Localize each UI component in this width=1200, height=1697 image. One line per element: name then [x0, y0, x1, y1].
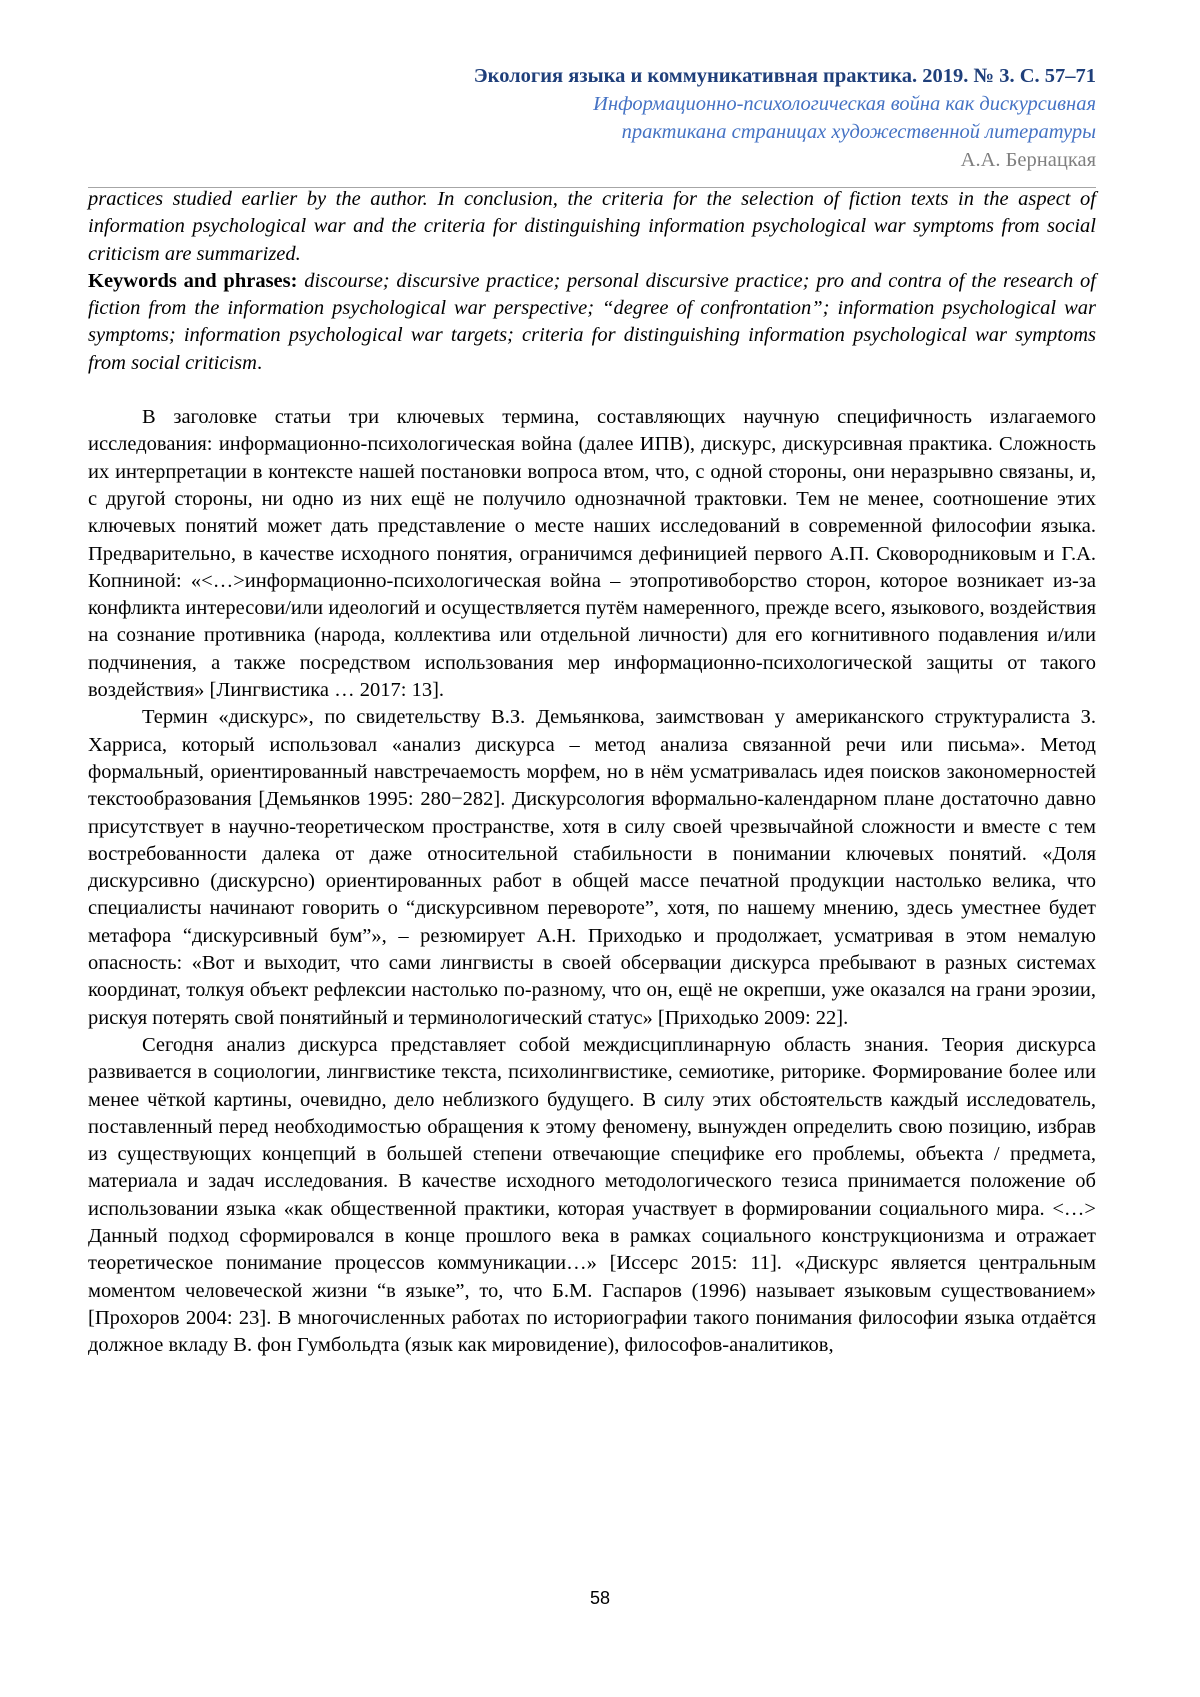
- running-header: [88, 62, 1096, 174]
- keywords-label: Keywords and phrases:: [88, 269, 298, 292]
- keywords-paragraph: [88, 268, 1096, 377]
- keywords-text: discourse; discursive practice; personal discursive practice; pro and contra of the research of fiction from the information psychological war perspective; “degree of confrontation”; information psychological war symptoms; information psychological war targets; criteria for distinguishing information psychological war symptoms from social criticism: [88, 269, 1096, 374]
- article-author: А.А. Бернацкая: [960, 149, 1096, 171]
- body-paragraph-2: Термин «дискурс», по свидетельству В.З. Демьянкова, заимствован у американского структуралиста З. Харриса, который использовал «анализ дискурса – метод анализа связанной речи или письма». Метод формальный, ориентированный навстречаемость морфем, но в нём усматривалась идея поисков закономерностей текстообразования [Демьянков 1995: 280−282]. Дискурсология вформально-календарном плане достаточно давно присутствует в научно-теоретическом пространстве, хотя в силу своей чрезвычайной сложности и вместе с тем востребованности далека от даже относительной стабильности в понимании ключевых понятий. «Доля дискурсивно (дискурсно) ориентированных работ в общей массе печатной продукции настолько велика, что специалисты начинают говорить о “дискурсивном перевороте”, хотя, по нашему мнению, здесь уместнее будет метафора “дискурсивный бум”», – резюмирует А.Н. Приходько и продолжает, усматривая в этом немалую опасность: «Вот и выходит, что сами лингвисты в своей обсервации дискурса пребывают в разных системах координат, толкуя объект рефлексии настолько по-разному, что он, ещё не окрепши, уже оказался на грани эрозии, рискуя потерять свой понятийный и терминологический статус» [Приходько 2009: 22].: [88, 706, 1096, 1029]
- body-paragraph-1: В заголовке статьи три ключевых термина, составляющих научную специфичность излагаемого исследования: информационно-психологическая война (далее ИПВ), дискурс, дискурсивная практика. Сложность их интерпретации в контексте нашей постановки вопроса втом, что, с одной стороны, они неразрывно связаны, и, с другой стороны, ни одно из них ещё не получило однозначной трактовки. Тем не менее, соотношение этих ключевых понятий может дать представление о месте наших исследований в современной философии языка. Предварительно, в качестве исходного понятия, ограничимся дефиницией первого А.П. Сковородниковым и Г.А. Копниной: «<…>информационно-психологическая война – этопротивоборство сторон, которое возникает из-за конфликта интересови/или идеологий и осуществляется путём намеренного, прежде всего, языкового, воздействия на сознание противника (народа, коллектива или отдельной личности) для его когнитивного подавления и/или подчинения, а также посредством использования мер информационно-психологической защиты от такого воздействия» [Лингвистика … 2017: 13].: [88, 406, 1096, 702]
- page-content: [88, 186, 1096, 1359]
- keywords-end: .: [256, 351, 263, 374]
- page-number: 58: [589, 1588, 611, 1608]
- article-title-line-1: Информационно-психологическая война как дискурсивная: [593, 93, 1096, 115]
- journal-citation: Экология языка и коммуникативная практика. 2019. № 3. С. 57–71: [473, 65, 1096, 87]
- article-title-line-2: практикана страницах художественной литературы: [621, 121, 1096, 143]
- abstract-continuation: practices studied earlier by the author. In conclusion, the criteria for the selection of fiction texts in the aspect of information psychological war and the criteria for distinguishing information psychological war symptoms from social criticism are summarized.: [88, 188, 1096, 265]
- section-spacer: [88, 377, 1096, 404]
- body-paragraph-3: Сегодня анализ дискурса представляет собой междисциплинарную область знания. Теория дискурса развивается в социологии, лингвистике текста, психолингвистике, семиотике, риторике. Формирование более или менее чёткой картины, очевидно, дело неблизкого будущего. В силу этих обстоятельств каждый исследователь, поставленный перед необходимостью обращения к этому феномену, вынужден определить свою позицию, избрав из существующих концепций в большей степени отвечающие специфике его проблемы, объекта / предмета, материала и задач исследования. В качестве исходного методологического тезиса принимается положение об использовании языка «как общественной практики, которая участвует в формировании социального мира. <…> Данный подход сформировался в конце прошлого века в рамках социального конструкционизма и отражает теоретическое понимание процессов коммуникации…» [Иссерс 2015: 11]. «Дискурс является центральным моментом человеческой жизни “в языке”, то, что Б.М. Гаспаров (1996) называет языковым существованием» [Прохоров 2004: 23]. В многочисленных работах по историографии такого понимания философии языка отдаётся должное вкладу В. фон Гумбольдта (язык как мировидение), философов-аналитиков,: [88, 1033, 1096, 1357]
